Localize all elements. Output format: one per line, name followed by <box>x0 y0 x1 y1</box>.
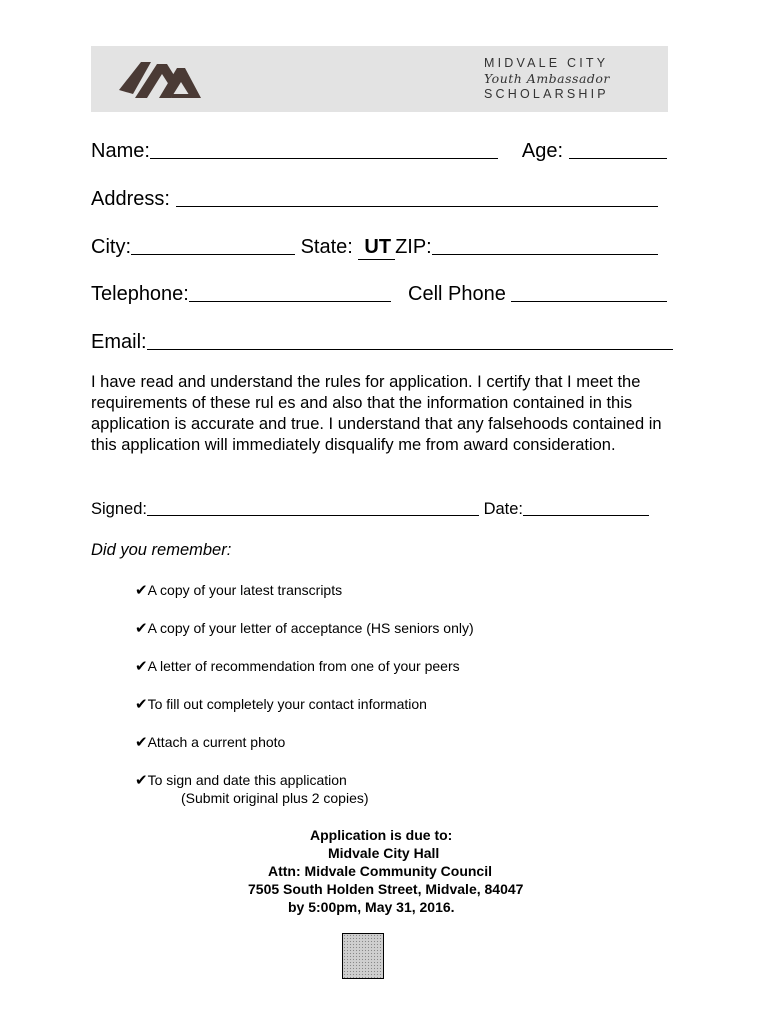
age-field[interactable] <box>569 140 667 159</box>
due-line-intro: Application is due to: <box>310 827 453 843</box>
address-label: Address: <box>91 188 170 210</box>
checklist-item-text: Attach a current photo <box>147 734 286 750</box>
brand-title <box>484 56 624 101</box>
check-icon: ✔ <box>135 658 148 675</box>
zip-field[interactable] <box>432 236 658 255</box>
midvale-logo-icon <box>119 54 201 104</box>
city-field[interactable] <box>131 236 295 255</box>
checklist-item <box>135 657 460 675</box>
checklist-item <box>135 695 427 713</box>
check-icon: ✔ <box>135 734 148 751</box>
brand-line-program: Youth Ambassador <box>484 71 610 86</box>
due-line-deadline: by 5:00pm, May 31, 2016. <box>288 899 455 915</box>
email-label: Email: <box>91 331 147 353</box>
city-label: City: <box>91 236 131 258</box>
signature-row <box>91 498 649 519</box>
cell-phone-label: Cell Phone <box>408 283 506 305</box>
signed-label: Signed: <box>91 500 147 518</box>
check-icon: ✔ <box>135 620 148 637</box>
age-label: Age: <box>521 140 564 162</box>
telephone-field[interactable] <box>189 283 391 302</box>
brand-line-city: MIDVALE CITY <box>484 56 609 70</box>
checklist-item <box>135 771 347 789</box>
check-icon: ✔ <box>135 582 148 599</box>
email-field[interactable] <box>147 331 673 350</box>
state-label: State: <box>300 236 353 258</box>
name-age-row <box>91 138 667 163</box>
city-state-zip-row <box>91 234 658 260</box>
due-line-place: Midvale City Hall <box>328 845 440 861</box>
brand-line-scholarship: SCHOLARSHIP <box>484 87 609 101</box>
certification-text: I have read and understand the rules for application. I certify that I meet the requirements of these rul es and also that the information contained in this application is accurate and true. I understand that any falsehoods contained in this application will immediately disqualify me from award consideration. <box>91 373 662 454</box>
cell-phone-field[interactable] <box>511 283 667 302</box>
address-row <box>91 186 658 211</box>
checklist-item <box>135 733 285 751</box>
checklist-item-text: To fill out completely your contact information <box>147 696 427 712</box>
telephone-label: Telephone: <box>91 283 189 305</box>
checklist-heading: Did you remember: <box>91 541 232 559</box>
checklist-item-text: A copy of your letter of acceptance (HS seniors only) <box>147 620 474 636</box>
zip-label: ZIP: <box>395 236 432 258</box>
checklist-item <box>135 581 342 599</box>
address-field[interactable] <box>176 188 658 207</box>
due-line-address: 7505 South Holden Street, Midvale, 84047 <box>248 881 524 897</box>
submit-copies-note: (Submit original plus 2 copies) <box>181 790 369 806</box>
checklist-item-text: To sign and date this application <box>147 772 347 788</box>
checklist-item <box>135 619 474 637</box>
name-label: Name: <box>91 140 150 162</box>
due-line-attn: Attn: Midvale Community Council <box>268 863 492 879</box>
date-label: Date: <box>483 500 523 518</box>
checklist-item-text: A copy of your latest transcripts <box>147 582 343 598</box>
check-icon: ✔ <box>135 772 148 789</box>
photo-box <box>342 933 384 979</box>
date-field[interactable] <box>523 500 649 516</box>
email-row <box>91 329 673 354</box>
signature-field[interactable] <box>147 500 479 516</box>
check-icon: ✔ <box>135 696 148 713</box>
phone-row <box>91 281 667 306</box>
header-banner <box>91 46 668 112</box>
checklist-item-text: A letter of recommendation from one of your peers <box>147 658 460 674</box>
state-value[interactable]: UT <box>358 236 395 260</box>
name-field[interactable] <box>150 140 498 159</box>
